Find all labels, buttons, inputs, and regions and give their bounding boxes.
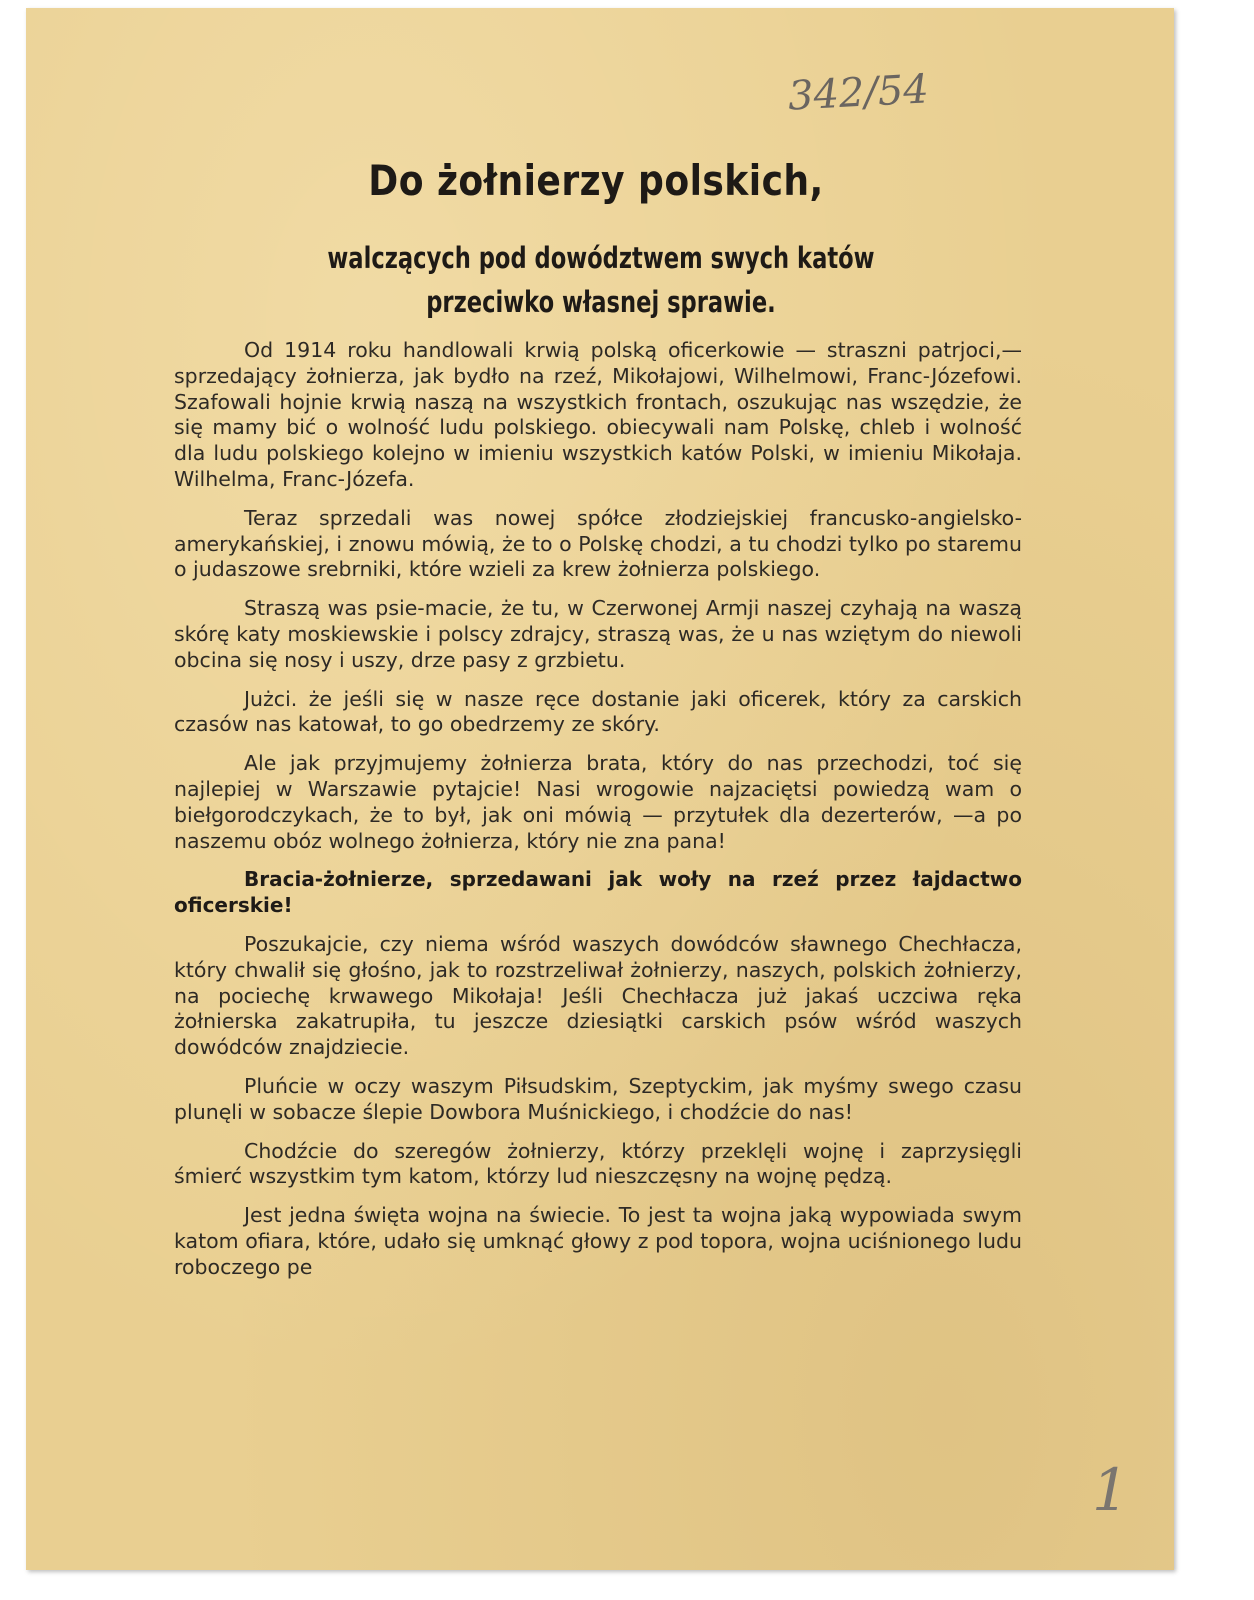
- paragraph-9: Chodźcie do szeregów żołnierzy, którzy przeklęli wojnę i zaprzysięgli śmierć wszystkim tym katom, którzy lud nieszczęsny na wojnę pędzą.: [174, 1138, 1022, 1189]
- archive-number: 342/54: [786, 66, 930, 120]
- paragraph-4: Jużci. że jeśli się w nasze ręce dostanie jaki oficerek, który za carskich czasów nas katował, to go obedrzemy ze skóry.: [174, 686, 1022, 737]
- paragraph-8: Pluńcie w oczy waszym Piłsudskim, Szeptyckim, jak myśmy swego czasu plunęli w sobacze ślepie Dowbora Muśnickiego, i chodźcie do nas!: [174, 1073, 1022, 1124]
- paragraph-3: Straszą was psie-macie, że tu, w Czerwonej Armji naszej czyhają na waszą skórę katy moskiewskie i polscy zdrajcy, straszą was, że u nas wziętym do niewoli obcina się nosy i uszy, drze pasy z grzbietu.: [174, 596, 1022, 672]
- document-title: Do żołnierzy polskich,: [368, 156, 824, 205]
- bold-appeal: Bracia-żołnierze, sprzedawani jak woły na rzeź przez łajdactwo oficerskie!: [174, 867, 1022, 918]
- paragraph-7: Poszukajcie, czy niema wśród waszych dowódców sławnego Chechłacza, który chwalił się głośno, jak to rozstrzeliwał żołnierzy, naszych, polskich żołnierzy, na pociechę krwawego Mikołaja! Jeśli Chechłacza już jakaś uczciwa ręka żołnierska zakatrupiła, tu jeszcze dziesiątki carskich psów wśród waszych dowódców znajdziecie.: [174, 931, 1022, 1060]
- paragraph-10: Jest jedna święta wojna na świecie. To jest ta wojna jaką wypowiada swym katom ofiara, które, udało się umknąć głowy z pod topora, wojna uciśnionego ludu roboczego pe: [174, 1203, 1022, 1279]
- document-subtitle: walczących pod dowództwem swych katów przeciwko własnej sprawie.: [327, 241, 875, 319]
- paragraph-5: Ale jak przyjmujemy żołnierza brata, który do nas przechodzi, toć się najlepiej w Warszawie pytajcie! Nasi wrogowie najzaciętsi powiedzą wam o biełgorodczykach, że to był, jak oni mówią — przytułek dla dezerterów, —a po naszemu obóz wolnego żołnierza, który nie zna pana!: [174, 751, 1022, 853]
- paragraph-2: Teraz sprzedali was nowej spółce złodziejskiej francusko-angielsko-amerykańskiej, i znowu mówią, że to o Polskę chodzi, a tu chodzi tylko po staremu o judaszowe srebrniki, które wzieli za krew żołnierza polskiego.: [174, 505, 1022, 582]
- page-number: 1: [1092, 1456, 1129, 1524]
- leaflet-page: [26, 8, 1174, 1570]
- document-body: [174, 338, 1022, 1294]
- paragraph-1: Od 1914 roku handlowali krwią polską oficerkowie — straszni patrjoci,—sprzedający żołnierza, jak bydło na rzeź, Mikołajowi, Wilhelmowi, Franc-Józefowi. Szafowali hojnie krwią naszą na wszystkich frontach, oszukując nas wszędzie, że się mamy bić o wolność ludu polskiego. obiecywali nam Polskę, chleb i wolność dla ludu polskiego kolejno w imieniu wszystkich katów Polski, w imieniu Mikołaja. Wilhelma, Franc-Józefa.: [174, 338, 1022, 491]
